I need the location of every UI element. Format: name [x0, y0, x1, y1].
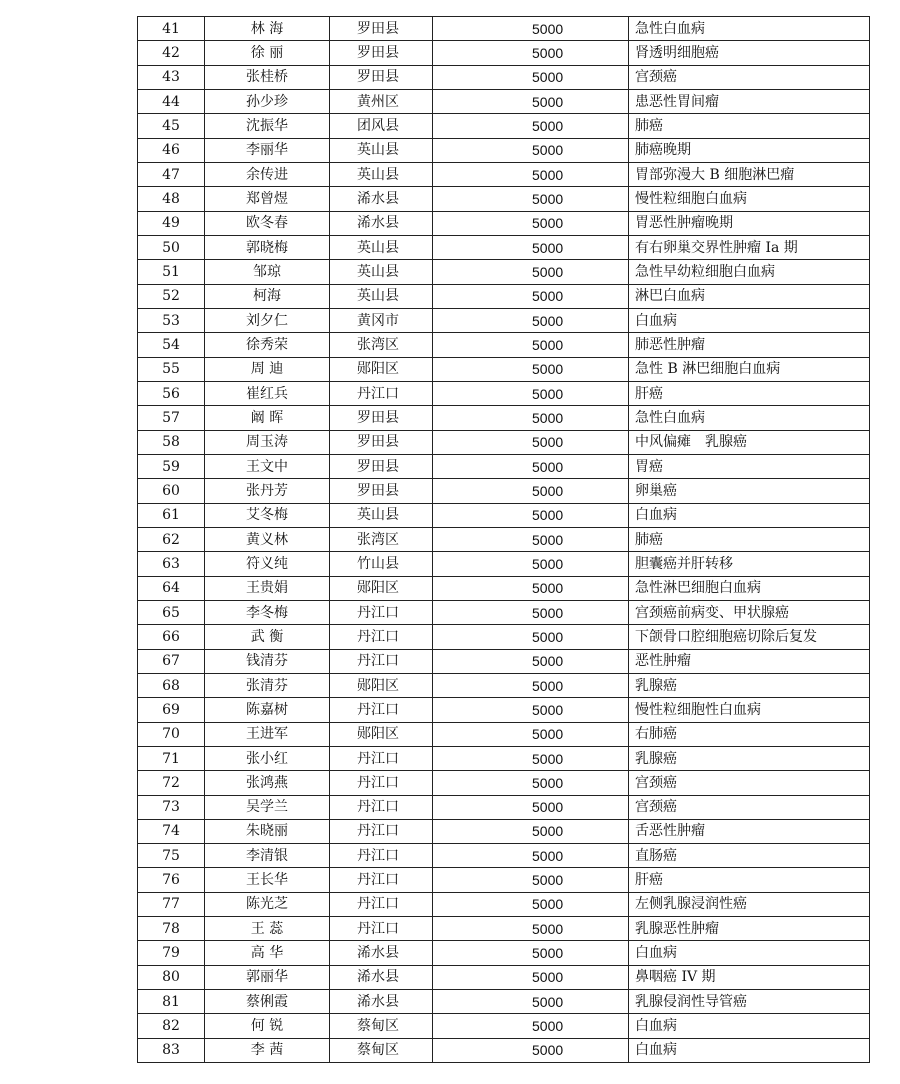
- aid-amount-cell: 5000: [433, 479, 629, 503]
- patient-name-cell: 张小红: [205, 746, 330, 770]
- row-number-cell: 70: [138, 722, 205, 746]
- table-row: [138, 819, 870, 843]
- diagnosis-cell: 右肺癌: [629, 722, 870, 746]
- patient-name-cell: 阚 晖: [205, 406, 330, 430]
- county-cell: 丹江口: [330, 771, 433, 795]
- aid-amount-cell: 5000: [433, 89, 629, 113]
- aid-amount-cell: 5000: [433, 235, 629, 259]
- row-number-cell: 55: [138, 357, 205, 381]
- table-row: [138, 114, 870, 138]
- patient-name-cell: 周玉涛: [205, 430, 330, 454]
- aid-amount-cell: 5000: [433, 746, 629, 770]
- diagnosis-cell: 肺癌: [629, 527, 870, 551]
- county-cell: 罗田县: [330, 41, 433, 65]
- patient-name-cell: 蔡俐霞: [205, 990, 330, 1014]
- table-row: [138, 284, 870, 308]
- row-number-cell: 47: [138, 162, 205, 186]
- aid-amount-cell: 5000: [433, 1014, 629, 1038]
- row-number-cell: 75: [138, 844, 205, 868]
- diagnosis-cell: 胃部弥漫大 B 细胞淋巴瘤: [629, 162, 870, 186]
- row-number-cell: 42: [138, 41, 205, 65]
- table-row: [138, 771, 870, 795]
- diagnosis-cell: 宫颈癌前病变、甲状腺癌: [629, 600, 870, 624]
- patient-name-cell: 王长华: [205, 868, 330, 892]
- diagnosis-cell: 肺恶性肿瘤: [629, 333, 870, 357]
- patient-name-cell: 符义纯: [205, 552, 330, 576]
- diagnosis-cell: 胆囊癌并肝转移: [629, 552, 870, 576]
- diagnosis-cell: 有右卵巢交界性肿瘤 Ia 期: [629, 235, 870, 259]
- county-cell: 浠水县: [330, 187, 433, 211]
- patient-name-cell: 林 海: [205, 17, 330, 41]
- patient-name-cell: 刘夕仁: [205, 308, 330, 332]
- table-row: [138, 187, 870, 211]
- row-number-cell: 62: [138, 527, 205, 551]
- patient-name-cell: 吴学兰: [205, 795, 330, 819]
- row-number-cell: 41: [138, 17, 205, 41]
- diagnosis-cell: 宫颈癌: [629, 795, 870, 819]
- patient-name-cell: 武 衡: [205, 625, 330, 649]
- aid-amount-cell: 5000: [433, 552, 629, 576]
- county-cell: 英山县: [330, 138, 433, 162]
- patient-name-cell: 李清银: [205, 844, 330, 868]
- diagnosis-cell: 宫颈癌: [629, 65, 870, 89]
- row-number-cell: 61: [138, 503, 205, 527]
- table-row: [138, 211, 870, 235]
- aid-amount-cell: 5000: [433, 41, 629, 65]
- diagnosis-cell: 肾透明细胞癌: [629, 41, 870, 65]
- row-number-cell: 44: [138, 89, 205, 113]
- table-row: [138, 333, 870, 357]
- patient-name-cell: 张鸿燕: [205, 771, 330, 795]
- patient-name-cell: 张桂桥: [205, 65, 330, 89]
- aid-amount-cell: 5000: [433, 357, 629, 381]
- aid-amount-cell: 5000: [433, 673, 629, 697]
- aid-amount-cell: 5000: [433, 381, 629, 405]
- diagnosis-cell: 慢性粒细胞白血病: [629, 187, 870, 211]
- county-cell: 罗田县: [330, 406, 433, 430]
- diagnosis-cell: 急性白血病: [629, 406, 870, 430]
- diagnosis-cell: 乳腺癌: [629, 673, 870, 697]
- county-cell: 罗田县: [330, 430, 433, 454]
- county-cell: 丹江口: [330, 868, 433, 892]
- aid-amount-cell: 5000: [433, 698, 629, 722]
- row-number-cell: 59: [138, 454, 205, 478]
- diagnosis-cell: 白血病: [629, 503, 870, 527]
- aid-amount-cell: 5000: [433, 917, 629, 941]
- diagnosis-cell: 鼻咽癌 IV 期: [629, 965, 870, 989]
- county-cell: 丹江口: [330, 649, 433, 673]
- patient-name-cell: 陈光芝: [205, 892, 330, 916]
- row-number-cell: 63: [138, 552, 205, 576]
- diagnosis-cell: 直肠癌: [629, 844, 870, 868]
- table-row: [138, 892, 870, 916]
- aid-amount-cell: 5000: [433, 260, 629, 284]
- aid-amount-cell: 5000: [433, 819, 629, 843]
- county-cell: 丹江口: [330, 844, 433, 868]
- aid-amount-cell: 5000: [433, 333, 629, 357]
- county-cell: 英山县: [330, 235, 433, 259]
- patient-name-cell: 王进军: [205, 722, 330, 746]
- patient-name-cell: 柯海: [205, 284, 330, 308]
- aid-amount-cell: 5000: [433, 162, 629, 186]
- aid-amount-cell: 5000: [433, 527, 629, 551]
- row-number-cell: 58: [138, 430, 205, 454]
- table-row: [138, 552, 870, 576]
- aid-amount-cell: 5000: [433, 722, 629, 746]
- table-row: [138, 527, 870, 551]
- table-row: [138, 357, 870, 381]
- table-row: [138, 795, 870, 819]
- diagnosis-cell: 患恶性胃间瘤: [629, 89, 870, 113]
- aid-amount-cell: 5000: [433, 844, 629, 868]
- patient-name-cell: 孙少珍: [205, 89, 330, 113]
- table-row: [138, 41, 870, 65]
- row-number-cell: 72: [138, 771, 205, 795]
- aid-amount-cell: 5000: [433, 941, 629, 965]
- diagnosis-cell: 白血病: [629, 941, 870, 965]
- diagnosis-cell: 乳腺恶性肿瘤: [629, 917, 870, 941]
- patient-name-cell: 张丹芳: [205, 479, 330, 503]
- diagnosis-cell: 胃癌: [629, 454, 870, 478]
- table-row: [138, 1014, 870, 1038]
- patient-name-cell: 朱晓丽: [205, 819, 330, 843]
- aid-amount-cell: 5000: [433, 625, 629, 649]
- aid-amount-cell: 5000: [433, 284, 629, 308]
- diagnosis-cell: 下颌骨口腔细胞癌切除后复发: [629, 625, 870, 649]
- table-row: [138, 868, 870, 892]
- county-cell: 英山县: [330, 503, 433, 527]
- patient-name-cell: 钱清芬: [205, 649, 330, 673]
- patient-name-cell: 郭晓梅: [205, 235, 330, 259]
- row-number-cell: 52: [138, 284, 205, 308]
- table-row: [138, 308, 870, 332]
- patient-name-cell: 陈嘉树: [205, 698, 330, 722]
- row-number-cell: 53: [138, 308, 205, 332]
- row-number-cell: 80: [138, 965, 205, 989]
- table-row: [138, 600, 870, 624]
- aid-amount-cell: 5000: [433, 990, 629, 1014]
- table-row: [138, 844, 870, 868]
- row-number-cell: 46: [138, 138, 205, 162]
- row-number-cell: 54: [138, 333, 205, 357]
- row-number-cell: 45: [138, 114, 205, 138]
- aid-amount-cell: 5000: [433, 600, 629, 624]
- county-cell: 浠水县: [330, 990, 433, 1014]
- diagnosis-cell: 急性 B 淋巴细胞白血病: [629, 357, 870, 381]
- patient-name-cell: 余传进: [205, 162, 330, 186]
- patient-name-cell: 王 蕊: [205, 917, 330, 941]
- county-cell: 丹江口: [330, 625, 433, 649]
- county-cell: 丹江口: [330, 917, 433, 941]
- table-row: [138, 17, 870, 41]
- county-cell: 罗田县: [330, 479, 433, 503]
- row-number-cell: 43: [138, 65, 205, 89]
- recipient-table: [137, 16, 870, 1063]
- patient-name-cell: 沈振华: [205, 114, 330, 138]
- diagnosis-cell: 肝癌: [629, 868, 870, 892]
- county-cell: 丹江口: [330, 600, 433, 624]
- table-row: [138, 479, 870, 503]
- table-row: [138, 576, 870, 600]
- table-row: [138, 698, 870, 722]
- aid-amount-cell: 5000: [433, 795, 629, 819]
- aid-amount-cell: 5000: [433, 308, 629, 332]
- patient-name-cell: 李冬梅: [205, 600, 330, 624]
- county-cell: 罗田县: [330, 65, 433, 89]
- row-number-cell: 79: [138, 941, 205, 965]
- patient-name-cell: 王文中: [205, 454, 330, 478]
- row-number-cell: 74: [138, 819, 205, 843]
- diagnosis-cell: 慢性粒细胞性白血病: [629, 698, 870, 722]
- county-cell: 丹江口: [330, 819, 433, 843]
- diagnosis-cell: 胃恶性肿瘤晚期: [629, 211, 870, 235]
- diagnosis-cell: 白血病: [629, 1014, 870, 1038]
- aid-amount-cell: 5000: [433, 892, 629, 916]
- patient-name-cell: 崔红兵: [205, 381, 330, 405]
- aid-amount-cell: 5000: [433, 211, 629, 235]
- county-cell: 黄冈市: [330, 308, 433, 332]
- diagnosis-cell: 白血病: [629, 1038, 870, 1062]
- county-cell: 浠水县: [330, 965, 433, 989]
- row-number-cell: 60: [138, 479, 205, 503]
- county-cell: 英山县: [330, 284, 433, 308]
- row-number-cell: 71: [138, 746, 205, 770]
- row-number-cell: 82: [138, 1014, 205, 1038]
- row-number-cell: 66: [138, 625, 205, 649]
- county-cell: 罗田县: [330, 17, 433, 41]
- diagnosis-cell: 急性早幼粒细胞白血病: [629, 260, 870, 284]
- diagnosis-cell: 急性白血病: [629, 17, 870, 41]
- diagnosis-cell: 肺癌晚期: [629, 138, 870, 162]
- diagnosis-cell: 急性淋巴细胞白血病: [629, 576, 870, 600]
- aid-amount-cell: 5000: [433, 454, 629, 478]
- patient-name-cell: 艾冬梅: [205, 503, 330, 527]
- table-row: [138, 941, 870, 965]
- aid-amount-cell: 5000: [433, 430, 629, 454]
- patient-name-cell: 邹琼: [205, 260, 330, 284]
- aid-amount-cell: 5000: [433, 771, 629, 795]
- patient-name-cell: 黄义林: [205, 527, 330, 551]
- patient-name-cell: 郑曾煜: [205, 187, 330, 211]
- diagnosis-cell: 左侧乳腺浸润性癌: [629, 892, 870, 916]
- county-cell: 团风县: [330, 114, 433, 138]
- aid-amount-cell: 5000: [433, 187, 629, 211]
- table-body: [138, 17, 870, 1063]
- row-number-cell: 69: [138, 698, 205, 722]
- table-row: [138, 990, 870, 1014]
- diagnosis-cell: 中风偏瘫 乳腺癌: [629, 430, 870, 454]
- diagnosis-cell: 淋巴白血病: [629, 284, 870, 308]
- county-cell: 丹江口: [330, 381, 433, 405]
- patient-name-cell: 李 茜: [205, 1038, 330, 1062]
- table-row: [138, 162, 870, 186]
- diagnosis-cell: 白血病: [629, 308, 870, 332]
- county-cell: 罗田县: [330, 454, 433, 478]
- table-row: [138, 138, 870, 162]
- row-number-cell: 68: [138, 673, 205, 697]
- diagnosis-cell: 恶性肿瘤: [629, 649, 870, 673]
- row-number-cell: 76: [138, 868, 205, 892]
- county-cell: 丹江口: [330, 795, 433, 819]
- table-row: [138, 746, 870, 770]
- table-row: [138, 430, 870, 454]
- aid-amount-cell: 5000: [433, 406, 629, 430]
- aid-amount-cell: 5000: [433, 17, 629, 41]
- aid-amount-cell: 5000: [433, 1038, 629, 1062]
- row-number-cell: 73: [138, 795, 205, 819]
- table-row: [138, 917, 870, 941]
- table-row: [138, 260, 870, 284]
- county-cell: 丹江口: [330, 746, 433, 770]
- table-row: [138, 625, 870, 649]
- patient-name-cell: 郭丽华: [205, 965, 330, 989]
- table-row: [138, 89, 870, 113]
- aid-amount-cell: 5000: [433, 576, 629, 600]
- aid-amount-cell: 5000: [433, 649, 629, 673]
- row-number-cell: 48: [138, 187, 205, 211]
- county-cell: 郧阳区: [330, 722, 433, 746]
- diagnosis-cell: 卵巢癌: [629, 479, 870, 503]
- row-number-cell: 83: [138, 1038, 205, 1062]
- aid-amount-cell: 5000: [433, 965, 629, 989]
- patient-name-cell: 高 华: [205, 941, 330, 965]
- row-number-cell: 51: [138, 260, 205, 284]
- county-cell: 郧阳区: [330, 576, 433, 600]
- table-row: [138, 65, 870, 89]
- row-number-cell: 56: [138, 381, 205, 405]
- diagnosis-cell: 宫颈癌: [629, 771, 870, 795]
- county-cell: 郧阳区: [330, 357, 433, 381]
- table-row: [138, 673, 870, 697]
- aid-amount-cell: 5000: [433, 114, 629, 138]
- table-row: [138, 235, 870, 259]
- table-row: [138, 965, 870, 989]
- patient-name-cell: 欧冬春: [205, 211, 330, 235]
- table-row: [138, 503, 870, 527]
- row-number-cell: 77: [138, 892, 205, 916]
- patient-name-cell: 何 锐: [205, 1014, 330, 1038]
- row-number-cell: 81: [138, 990, 205, 1014]
- county-cell: 浠水县: [330, 941, 433, 965]
- patient-name-cell: 周 迪: [205, 357, 330, 381]
- diagnosis-cell: 乳腺侵润性导管癌: [629, 990, 870, 1014]
- table-row: [138, 722, 870, 746]
- table-row: [138, 454, 870, 478]
- diagnosis-cell: 肝癌: [629, 381, 870, 405]
- row-number-cell: 64: [138, 576, 205, 600]
- row-number-cell: 78: [138, 917, 205, 941]
- county-cell: 竹山县: [330, 552, 433, 576]
- table-row: [138, 381, 870, 405]
- diagnosis-cell: 乳腺癌: [629, 746, 870, 770]
- aid-amount-cell: 5000: [433, 138, 629, 162]
- patient-name-cell: 徐秀荣: [205, 333, 330, 357]
- aid-amount-cell: 5000: [433, 65, 629, 89]
- county-cell: 张湾区: [330, 333, 433, 357]
- county-cell: 郧阳区: [330, 673, 433, 697]
- county-cell: 蔡甸区: [330, 1014, 433, 1038]
- diagnosis-cell: 肺癌: [629, 114, 870, 138]
- county-cell: 英山县: [330, 260, 433, 284]
- county-cell: 英山县: [330, 162, 433, 186]
- diagnosis-cell: 舌恶性肿瘤: [629, 819, 870, 843]
- patient-name-cell: 张清芬: [205, 673, 330, 697]
- row-number-cell: 57: [138, 406, 205, 430]
- patient-name-cell: 徐 丽: [205, 41, 330, 65]
- row-number-cell: 65: [138, 600, 205, 624]
- row-number-cell: 67: [138, 649, 205, 673]
- aid-amount-cell: 5000: [433, 868, 629, 892]
- county-cell: 丹江口: [330, 892, 433, 916]
- county-cell: 浠水县: [330, 211, 433, 235]
- table-row: [138, 406, 870, 430]
- table-row: [138, 1038, 870, 1062]
- table-row: [138, 649, 870, 673]
- row-number-cell: 50: [138, 235, 205, 259]
- row-number-cell: 49: [138, 211, 205, 235]
- county-cell: 黄州区: [330, 89, 433, 113]
- patient-name-cell: 王贵娟: [205, 576, 330, 600]
- patient-name-cell: 李丽华: [205, 138, 330, 162]
- county-cell: 蔡甸区: [330, 1038, 433, 1062]
- county-cell: 丹江口: [330, 698, 433, 722]
- aid-amount-cell: 5000: [433, 503, 629, 527]
- county-cell: 张湾区: [330, 527, 433, 551]
